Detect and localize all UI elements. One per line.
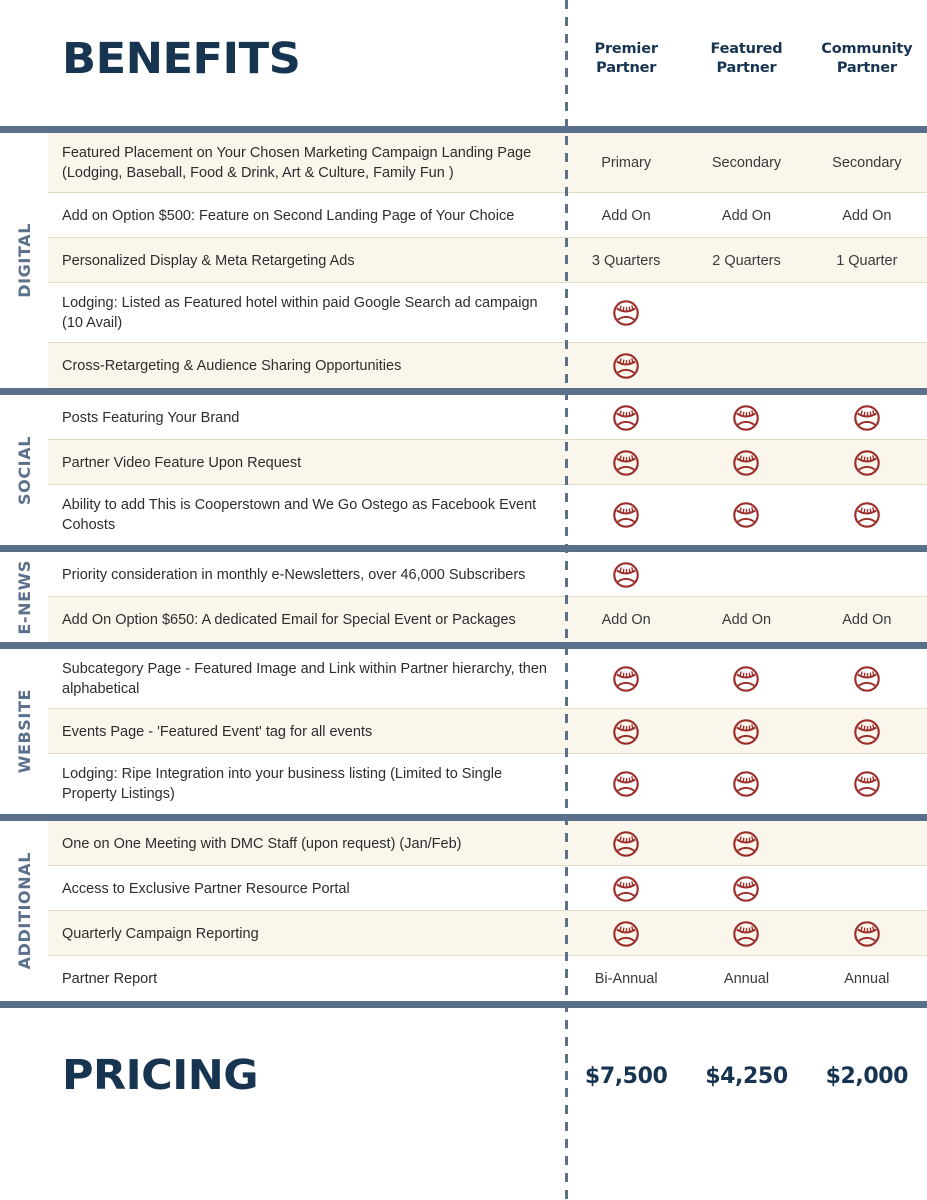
benefit-label: Priority consideration in monthly e-Newsletters, over 46,000 Subscribers [62,566,526,583]
table-row [48,193,927,238]
table-row [48,821,927,866]
baseball-icon [852,919,882,949]
value-cell-featured [686,493,806,538]
benefit-values [566,193,927,238]
table-row [48,440,927,485]
value-cell-premier [566,291,686,336]
benefit-label: Add On Option $650: A dedicated Email for Special Event or Packages [62,611,516,628]
benefit-values [566,238,927,283]
value-cell-premier [566,762,686,807]
baseball-icon [611,919,641,949]
value-cell-premier [566,552,686,597]
section-rows [48,821,927,1001]
table-row [48,866,927,911]
benefit-values [566,343,927,388]
benefit-values [566,291,927,336]
section-digital [0,133,927,388]
benefit-label: Quarterly Campaign Reporting [62,925,259,942]
benefit-label: Access to Exclusive Partner Resource Portal [62,880,350,897]
baseball-icon [852,500,882,530]
value-cell-community [807,395,927,440]
baseball-icon [852,664,882,694]
section-divider-pricing [0,1001,927,1008]
value-cell-featured [686,911,806,956]
baseball-icon [731,403,761,433]
table-row [48,395,927,440]
section-rows [48,649,927,814]
table-row [48,709,927,754]
section-divider-digital [0,126,927,133]
table-row [48,283,927,343]
value-cell-community [807,440,927,485]
section-label-text: SOCIAL [14,435,34,505]
baseball-icon [731,448,761,478]
benefit-label: Lodging: Listed as Featured hotel within paid Google Search ad campaign (10 Avail) [62,295,538,331]
section-divider-website [0,642,927,649]
benefit-values [566,821,927,866]
benefit-label: Cross-Retargeting & Audience Sharing Opportunities [62,357,402,374]
value-cell-premier [566,440,686,485]
baseball-icon [611,403,641,433]
table-row [48,649,927,709]
baseball-icon [611,874,641,904]
column-header-premier-line2: Partner [596,60,657,76]
value-cell-community: 1 Quarter [836,252,898,269]
baseball-icon [731,919,761,949]
table-row [48,552,927,597]
value-cell-community [807,291,927,336]
baseball-icon [731,829,761,859]
value-cell-community [807,657,927,702]
baseball-icon [731,500,761,530]
section-label-e-news [0,552,48,642]
section-rows [48,133,927,388]
baseball-icon [852,717,882,747]
value-cell-premier [566,395,686,440]
section-divider-additional [0,814,927,821]
table-row [48,597,927,642]
table-row [48,343,927,388]
benefits-table-body [0,126,927,1001]
section-label-social [0,395,48,545]
table-row [48,754,927,814]
pricing-row [0,1008,927,1154]
baseball-icon [731,717,761,747]
column-header-community-line1: Community [821,41,913,57]
section-social [0,395,927,545]
column-header-community [807,40,927,78]
section-divider-social [0,388,927,395]
value-cell-community: Add On [842,611,892,628]
value-cell-featured [686,866,806,911]
baseball-icon [852,769,882,799]
value-cell-premier: Bi-Annual [594,970,658,987]
value-cell-premier [566,709,686,754]
benefit-label: Partner Report [62,970,158,987]
value-cell-premier [566,657,686,702]
table-row [48,485,927,545]
baseball-icon [611,298,641,328]
section-website [0,649,927,814]
price-community: $2,000 [825,1064,909,1089]
baseball-icon [852,448,882,478]
pricing-values [566,1064,927,1089]
value-cell-community [807,709,927,754]
benefit-values [566,762,927,807]
value-cell-premier [566,866,686,911]
value-cell-featured [686,821,806,866]
section-label-text: WEBSITE [14,689,34,774]
benefit-values [566,866,927,911]
benefit-label: Events Page - 'Featured Event' tag for all events [62,723,373,740]
value-cell-featured [686,343,806,388]
column-header-community-line2: Partner [836,60,897,76]
section-label-text: E-NEWS [14,559,34,635]
benefit-values [566,440,927,485]
value-cell-community: Annual [844,970,890,987]
benefit-label: Personalized Display & Meta Retargeting Ads [62,252,355,269]
section-divider-e-news [0,545,927,552]
column-header-premier-line1: Premier [594,41,658,57]
section-e-news [0,552,927,642]
column-header-featured-line1: Featured [710,41,783,57]
baseball-icon [731,769,761,799]
table-row [48,911,927,956]
benefit-label: Posts Featuring Your Brand [62,409,240,426]
value-cell-community: Add On [842,207,892,224]
value-cell-featured [686,291,806,336]
section-label-website [0,649,48,814]
value-cell-featured: Annual [723,970,770,987]
benefit-label: Featured Placement on Your Chosen Marketing Campaign Landing Page (Lodging, Baseball, Food & Drink, Art & Culture, Family Fun ) [62,145,532,181]
table-row [48,133,927,193]
value-cell-featured [686,762,806,807]
benefit-label: Subcategory Page - Featured Image and Link within Partner hierarchy, then alphabetical [62,661,547,697]
value-cell-community [807,911,927,956]
value-cell-premier: Primary [601,155,652,171]
value-cell-premier [566,911,686,956]
benefit-values [566,597,927,642]
value-cell-featured [686,657,806,702]
value-cell-community [807,762,927,807]
value-cell-premier: Add On [601,611,651,628]
benefit-values [566,552,927,597]
table-header [0,0,927,126]
value-cell-featured: Add On [721,207,772,224]
value-cell-community: Secondary [832,155,902,171]
value-cell-featured: Add On [721,611,772,628]
section-label-digital [0,133,48,388]
table-row [48,956,927,1001]
baseball-icon [611,829,641,859]
section-label-text: DIGITAL [14,223,34,298]
section-rows [48,395,927,545]
benefit-values [566,911,927,956]
baseball-icon [611,351,641,381]
benefit-values [566,657,927,702]
baseball-icon [611,560,641,590]
benefit-values [566,395,927,440]
section-label-text: ADDITIONAL [14,852,34,970]
value-cell-community [807,552,927,597]
value-cell-premier [566,493,686,538]
baseball-icon [731,874,761,904]
value-cell-premier [566,821,686,866]
value-cell-community [807,493,927,538]
column-headers [566,40,927,78]
value-cell-featured [686,709,806,754]
section-label-additional [0,821,48,1001]
value-cell-premier: 3 Quarters [591,252,661,269]
section-additional [0,821,927,1001]
baseball-icon [611,500,641,530]
value-cell-premier [566,343,686,388]
value-cell-community [807,821,927,866]
benefit-label: Lodging: Ripe Integration into your business listing (Limited to Single Property Listings) [62,766,503,802]
baseball-icon [611,664,641,694]
pricing-title: PRICING [62,1051,259,1099]
benefit-label: Ability to add This is Cooperstown and We Go Ostego as Facebook Event Cohosts [62,497,537,533]
baseball-icon [611,448,641,478]
table-row [48,238,927,283]
column-header-featured [686,40,806,78]
benefit-values [566,493,927,538]
column-header-featured-line2: Partner [716,60,777,76]
page-title: BENEFITS [62,34,301,84]
value-cell-community [807,866,927,911]
baseball-icon [611,769,641,799]
baseball-icon [611,717,641,747]
price-featured: $4,250 [705,1064,788,1089]
value-cell-community [807,343,927,388]
benefit-label: Add on Option $500: Feature on Second Landing Page of Your Choice [62,207,515,224]
baseball-icon [731,664,761,694]
benefit-values [566,956,927,1001]
column-header-premier [566,40,686,78]
value-cell-featured: Secondary [711,155,782,171]
section-rows [48,552,927,642]
benefit-label: Partner Video Feature Upon Request [62,454,302,471]
value-cell-featured [686,440,806,485]
benefit-label: One on One Meeting with DMC Staff (upon request) (Jan/Feb) [62,835,462,852]
baseball-icon [852,403,882,433]
value-cell-featured [686,395,806,440]
benefit-values [566,709,927,754]
value-cell-featured: 2 Quarters [712,252,781,269]
value-cell-premier: Add On [601,207,651,224]
value-cell-featured [686,552,806,597]
price-premier: $7,500 [584,1064,668,1089]
benefit-values [566,141,927,186]
